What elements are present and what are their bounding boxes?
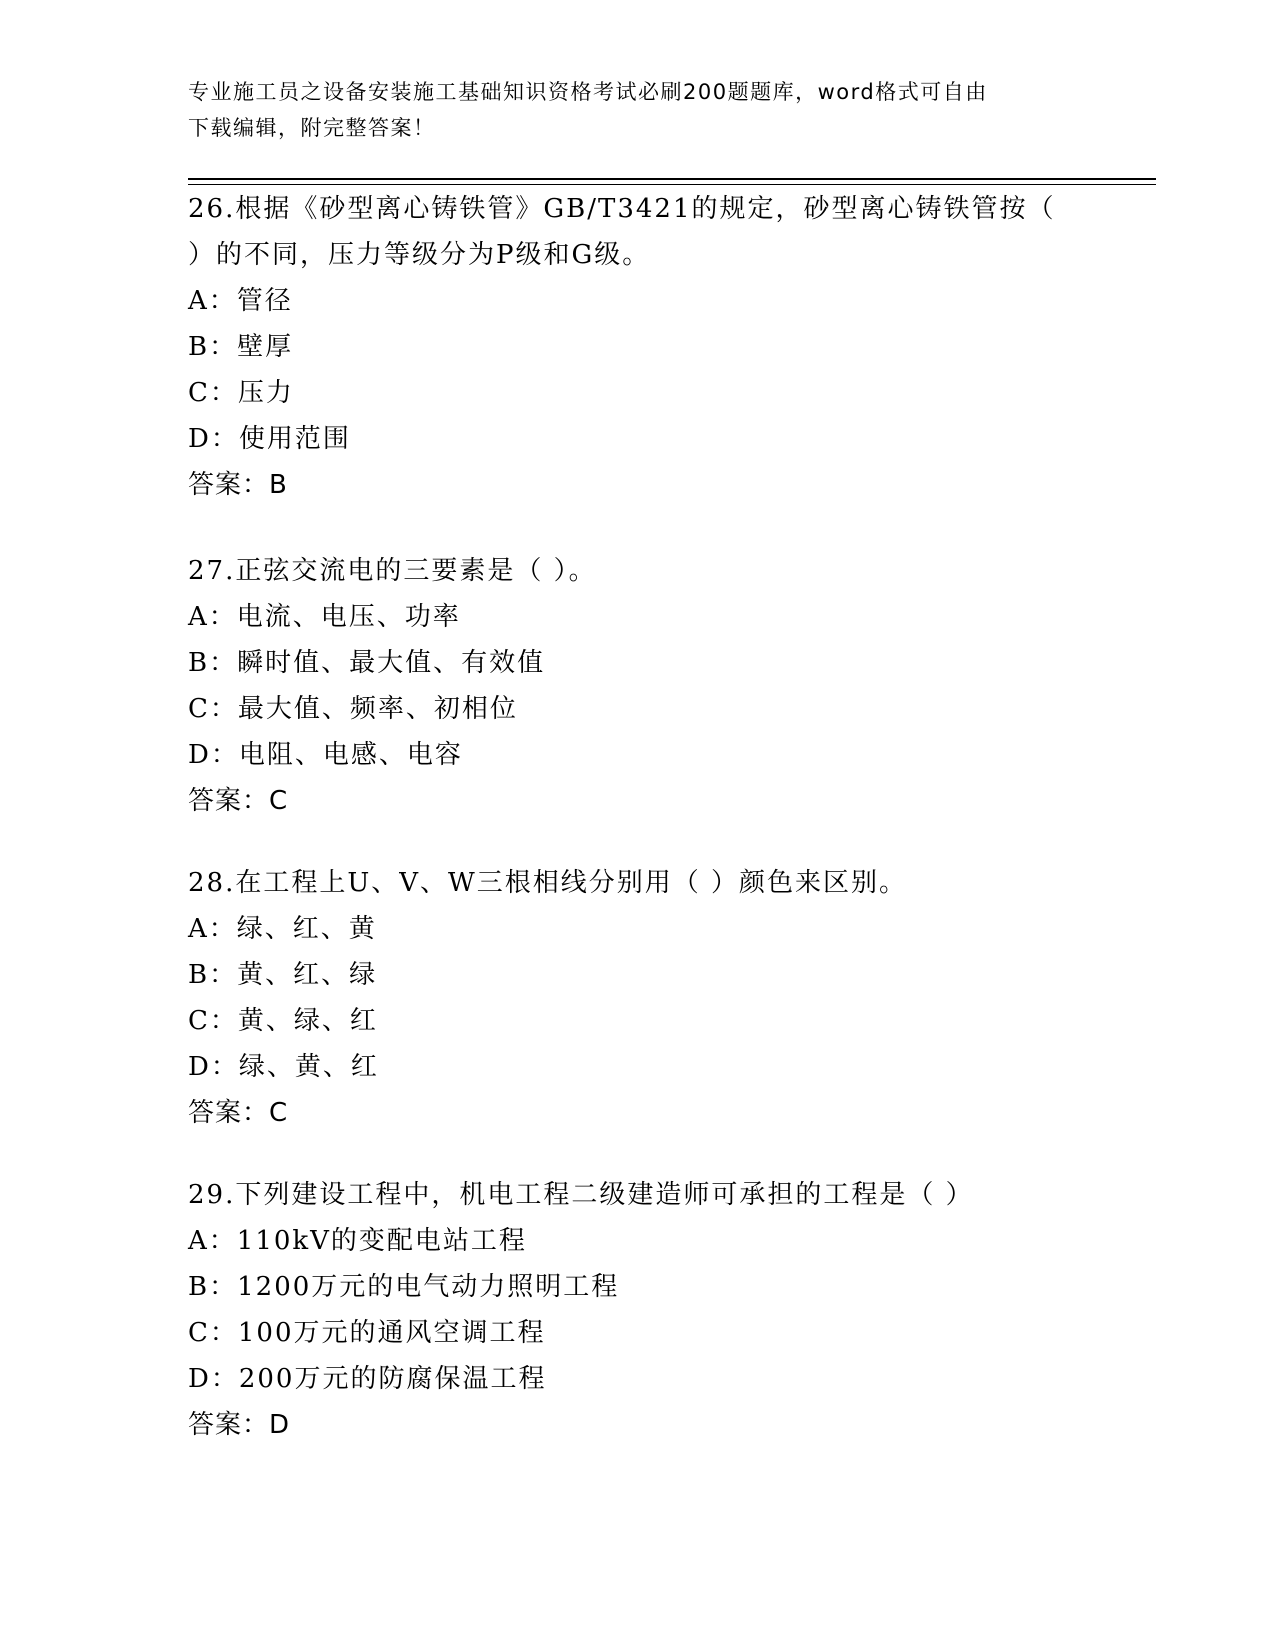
question-27 [188, 548, 1068, 824]
question-28 [188, 860, 1068, 1136]
option-a: A：管径 [188, 286, 293, 316]
question-stem: 27.正弦交流电的三要素是（ ）。 [188, 556, 597, 586]
question-stem: 29.下列建设工程中，机电工程二级建造师可承担的工程是（ ） [188, 1180, 974, 1210]
option-d: D：电阻、电感、电容 [188, 740, 463, 770]
option-b: B：瞬时值、最大值、有效值 [188, 648, 546, 678]
answer: 答案：C [188, 1098, 289, 1128]
question-stem: 26.根据《砂型离心铸铁管》GB/T3421的规定，砂型离心铸铁管按（ [188, 194, 1056, 224]
header-divider-thin [188, 184, 1156, 185]
option-c: C：黄、绿、红 [188, 1006, 378, 1036]
option-b: B：1200万元的电气动力照明工程 [188, 1272, 620, 1302]
option-d: D：200万元的防腐保温工程 [188, 1364, 547, 1394]
answer: 答案：B [188, 470, 288, 500]
question-stem-continued: ）的不同，压力等级分为P级和G级。 [188, 240, 651, 270]
header-line-1: 专业施工员之设备安装施工基础知识资格考试必刷200题题库，word格式可自由 [188, 80, 988, 104]
option-b: B：黄、红、绿 [188, 960, 378, 990]
answer: 答案：C [188, 786, 289, 816]
document-header [188, 74, 1068, 146]
header-divider-thick [188, 178, 1156, 180]
option-a: A：绿、红、黄 [188, 914, 377, 944]
question-26 [188, 186, 1068, 508]
option-c: C：最大值、频率、初相位 [188, 694, 518, 724]
answer: 答案：D [188, 1410, 291, 1440]
option-d: D：绿、黄、红 [188, 1052, 379, 1082]
question-29 [188, 1172, 1068, 1448]
option-c: C：压力 [188, 378, 294, 408]
option-b: B：壁厚 [188, 332, 294, 362]
question-stem: 28.在工程上U、V、W三根相线分别用（ ）颜色来区别。 [188, 868, 908, 898]
option-a: A：110kV的变配电站工程 [188, 1226, 527, 1256]
option-a: A：电流、电压、功率 [188, 602, 461, 632]
option-c: C：100万元的通风空调工程 [188, 1318, 546, 1348]
header-line-2: 下载编辑，附完整答案！ [188, 116, 436, 140]
option-d: D：使用范围 [188, 424, 351, 454]
